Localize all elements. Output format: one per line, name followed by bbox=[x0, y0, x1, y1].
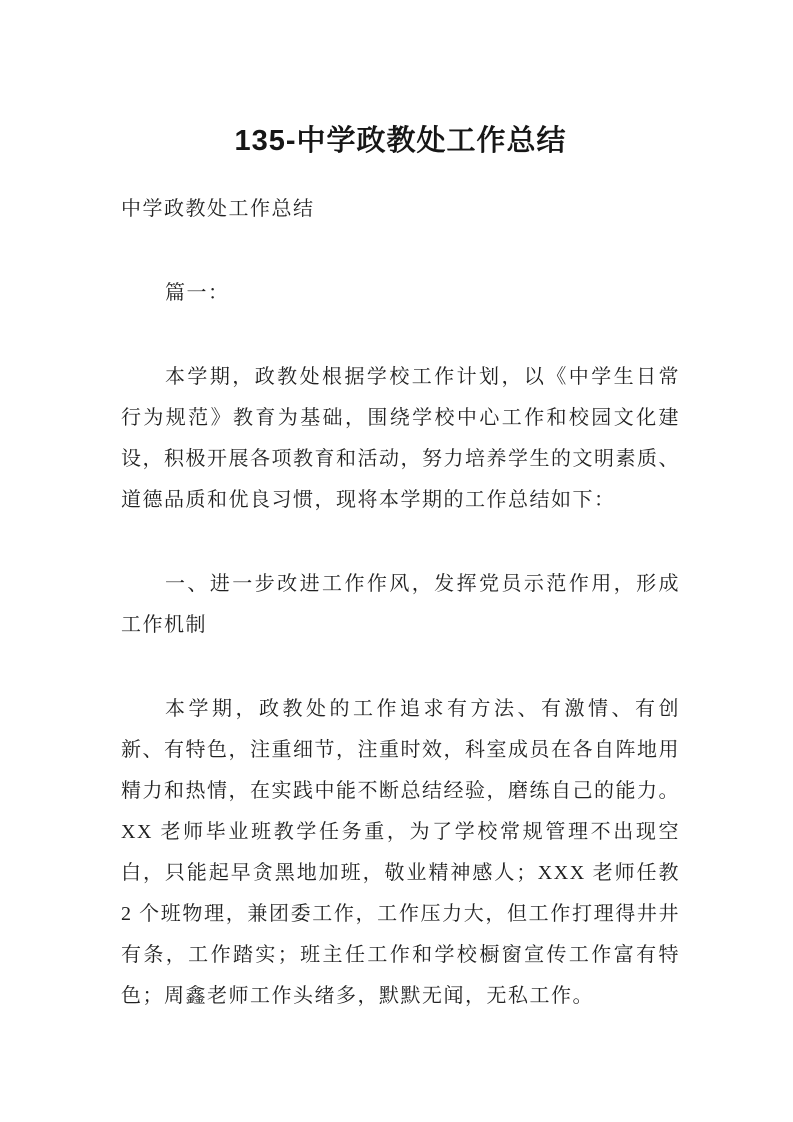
section-heading-1: 一、进一步改进工作作风，发挥党员示范作用，形成工作机制 bbox=[121, 573, 680, 636]
intro-paragraph: 本学期，政教处根据学校工作计划，以《中学生日常行为规范》教育为基础，围绕学校中心工作和校园文化建设，积极开展各项教育和活动，努力培养学生的文明素质、道德品质和优良习惯，现将本学期的工作总结如下： bbox=[121, 366, 680, 511]
document-subtitle: 中学政教处工作总结 bbox=[121, 198, 315, 220]
body-paragraph-1: 本学期，政教处的工作追求有方法、有激情、有创新、有特色，注重细节，注重时效，科室成员在各自阵地用精力和热情，在实践中能不断总结经验，磨练自己的能力。XX 老师毕业班教学任务重，为了学校常规管理不出现空白，只能起早贪黑地加班，敬业精神感人；XXX 老师任教 2 个班物理，兼团委工作，工作压力大，但工作打理得井井有条，工作踏实；班主任工作和学校橱窗宣传工作富有特色；周鑫老师工作头绪多，默默无闻，无私工作。 bbox=[121, 698, 680, 1007]
document-title: 135-中学政教处工作总结 bbox=[234, 125, 567, 157]
section-label: 篇一： bbox=[165, 282, 230, 304]
